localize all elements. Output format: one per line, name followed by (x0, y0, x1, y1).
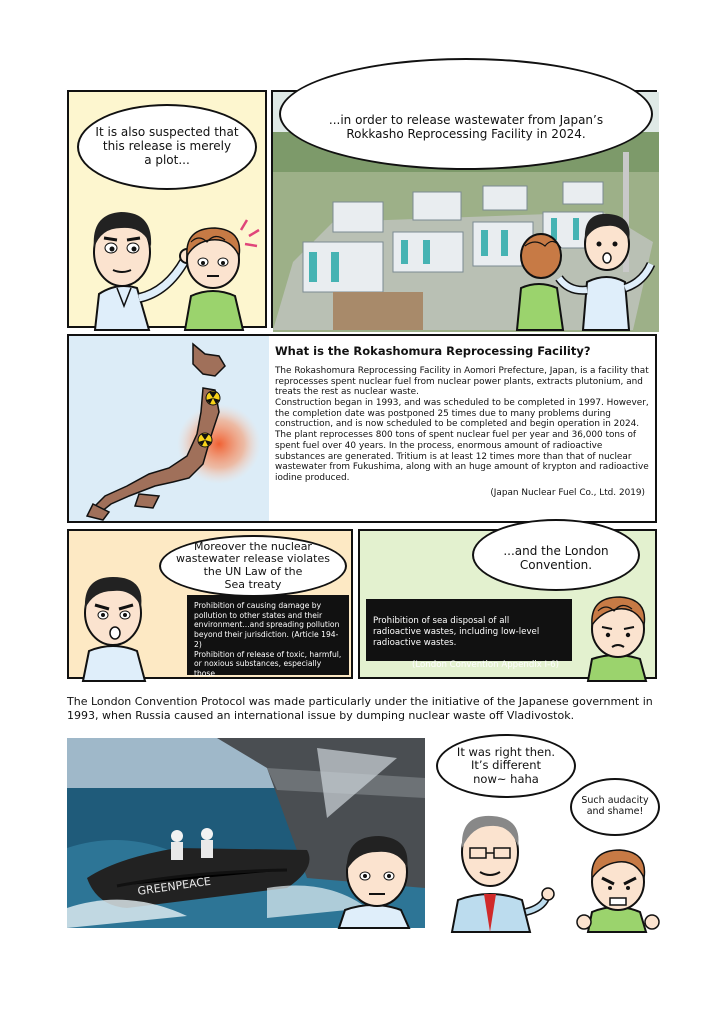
panel-7 (432, 732, 660, 932)
speech-bubble-unclos (159, 535, 347, 597)
unclos-article-box: Prohibition of causing damage by pollution to other states and their environment...and spreading pollution beyond their jurisdiction. (Article 194-2) Prohibition of release of toxic, harmful, or noxious substances, especially those which are persistent. (Article 194-3) (187, 595, 349, 675)
narration-text: The London Convention Protocol was made particularly under the initiative of the Japanese government in 1993, when Russia caused an international issue by dumping nuclear waste off Vladivostok. (67, 695, 653, 723)
man-pointing-character (563, 202, 657, 330)
speech-text: ...in order to release wastewater from Japan’s Rokkasho Reprocessing Facility in 2024. (328, 113, 604, 141)
speech-text: It is also suspected that this release is merely a plot... (95, 125, 239, 167)
london-box-source: (London Convention Appendix I-6) (412, 660, 559, 670)
panel-2 (271, 90, 657, 328)
info-paragraph: The Rokashomura Reprocessing Facility in Aomori Prefecture, Japan, is a facility that reprocesses spent nuclear fuel from nuclear power plants, extracts plutonium, and treats the rest as nuclear waste. (275, 366, 649, 398)
london-box-main: Prohibition of sea disposal of all radioactive wastes, including low-level radioactive wastes. (373, 616, 540, 648)
greenpeace-boat-photo (67, 738, 425, 928)
speech-bubble-rokkasho (279, 58, 653, 170)
info-title: What is the Rokashomura Reprocessing Facility? (275, 344, 591, 358)
japan-map (69, 336, 269, 521)
panel-1 (67, 90, 267, 328)
speech-bubble-london (472, 519, 640, 591)
speech-text: Moreover the nuclear wastewater release violates the UN Law of the Sea treaty (176, 539, 330, 591)
boy-worried-character (576, 589, 658, 681)
panel-info (67, 334, 657, 523)
info-text-block (275, 344, 649, 498)
panel-5 (358, 529, 657, 679)
london-convention-box (366, 599, 572, 670)
speech-text: Such audacity and shame! (581, 795, 649, 817)
info-paragraph: The plant reprocesses 800 tons of spent nuclear fuel per year and 36,000 tons of spent fuel over 40 years. In the process, enormous amount of radioactive substances are generated. Tritium is at least 12 times more than that of nuclear wastewater from Fukushima, along with an huge amount of krypton and radioactive iodine produced. (275, 430, 649, 483)
boy-angry-character (578, 842, 658, 932)
speech-bubble-audacity (570, 778, 660, 836)
info-source: (Japan Nuclear Fuel Co., Ltd. 2019) (490, 487, 645, 498)
boy-character (169, 216, 265, 330)
speech-text: It was right then. It’s different now~ haha (456, 745, 556, 786)
man-onlooker-character (329, 830, 425, 928)
speech-bubble-plot (77, 104, 257, 190)
info-paragraph: Construction began in 1993, and was scheduled to be completed in 1997. However, the completion date was postponed 25 times due to many problems during construction, and is now scheduled to be completed and begin operation in 2024. (275, 398, 649, 430)
boat-label: GREENPEACE (136, 874, 212, 898)
panel-4 (67, 529, 353, 688)
speech-bubble-politician (436, 734, 576, 798)
speech-text: ...and the London Convention. (503, 544, 609, 572)
man-serious-character (69, 567, 169, 681)
politician-character (446, 804, 556, 932)
